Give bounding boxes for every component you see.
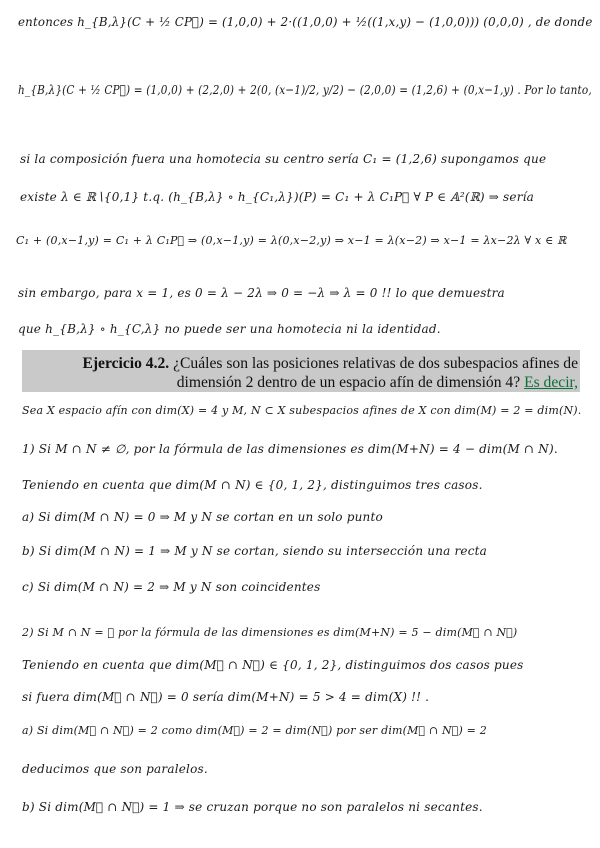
handwritten-line: Sea X espacio afín con dim(X) = 4 y M, N ⊂ X subespacios afines de X con dim(M) = 2 = dim(N). bbox=[22, 404, 582, 417]
handwritten-line: Teniendo en cuenta que dim(M ∩ N) ∈ {0, 1, 2}, distinguimos tres casos. bbox=[22, 478, 483, 492]
handwritten-line: si fuera dim(M⃗ ∩ N⃗) = 0 sería dim(M+N) = 5 > 4 = dim(X) !! . bbox=[22, 690, 430, 704]
handwritten-line: a) Si dim(M ∩ N) = 0 ⇒ M y N se cortan en un solo punto bbox=[22, 510, 383, 524]
handwritten-line: sin embargo, para x = 1, es 0 = λ − 2λ ⇒ 0 = −λ ⇒ λ = 0 !! lo que demuestra bbox=[18, 286, 505, 300]
exercise-statement bbox=[36, 354, 578, 392]
handwritten-line: b) Si dim(M⃗ ∩ N⃗) = 1 ⇒ se cruzan porque no son paralelos ni secantes. bbox=[22, 800, 483, 814]
handwritten-line: b) Si dim(M ∩ N) = 1 ⇒ M y N se cortan, siendo su intersección una recta bbox=[22, 544, 488, 558]
exercise-number: Ejercicio 4.2. bbox=[82, 355, 170, 372]
handwritten-line: a) Si dim(M⃗ ∩ N⃗) = 2 como dim(M⃗) = 2 = dim(N⃗) por ser dim(M⃗ ∩ N⃗) = 2 bbox=[22, 724, 487, 737]
handwritten-line: existe λ ∈ ℝ∖{0,1} t.q. (h_{B,λ} ∘ h_{C₁,λ})(P) = C₁ + λ C₁P⃗ ∀ P ∈ 𝔸²(ℝ) ⇒ sería bbox=[20, 190, 535, 204]
handwritten-line: entonces h_{B,λ}(C + ½ CP⃗) = (1,0,0) + 2·((1,0,0) + ½((1,x,y) − (1,0,0))) (0,0,0) , de donde bbox=[18, 14, 593, 29]
handwritten-line: C₁ + (0,x−1,y) = C₁ + λ C₁P⃗ ⇒ (0,x−1,y) = λ(0,x−2,y) ⇒ x−1 = λ(x−2) ⇒ x−1 = λx−2λ ∀ x ∈ ℝ bbox=[16, 234, 567, 247]
handwritten-line: c) Si dim(M ∩ N) = 2 ⇒ M y N son coincidentes bbox=[22, 580, 321, 594]
handwritten-line: h_{B,λ}(C + ½ CP⃗) = (1,0,0) + (2,2,0) + 2(0, (x−1)/2, y/2) − (2,0,0) = (1,2,6) + (0,x−1,y) . Por lo tanto, bbox=[18, 82, 592, 97]
handwritten-line: deducimos que son paralelos. bbox=[22, 762, 208, 776]
exercise-question: ¿Cuáles son las posiciones relativas de dos subespacios afines de dimensión 2 dentro de un espacio afín de dimensión 4? bbox=[173, 355, 578, 391]
handwritten-line: 1) Si M ∩ N ≠ ∅, por la fórmula de las dimensiones es dim(M+N) = 4 − dim(M ∩ N). bbox=[22, 442, 558, 456]
exercise-tail: Es decir, bbox=[524, 374, 578, 391]
handwritten-line: si la composición fuera una homotecia su centro sería C₁ = (1,2,6) supongamos que bbox=[20, 152, 547, 166]
handwritten-line: 2) Si M ∩ N = ∅ por la fórmula de las dimensiones es dim(M+N) = 5 − dim(M⃗ ∩ N⃗) bbox=[22, 626, 518, 639]
handwritten-line: que h_{B,λ} ∘ h_{C,λ} no puede ser una homotecia ni la identidad. bbox=[18, 322, 441, 336]
handwritten-line: Teniendo en cuenta que dim(M⃗ ∩ N⃗) ∈ {0, 1, 2}, distinguimos dos casos pues bbox=[22, 658, 524, 672]
